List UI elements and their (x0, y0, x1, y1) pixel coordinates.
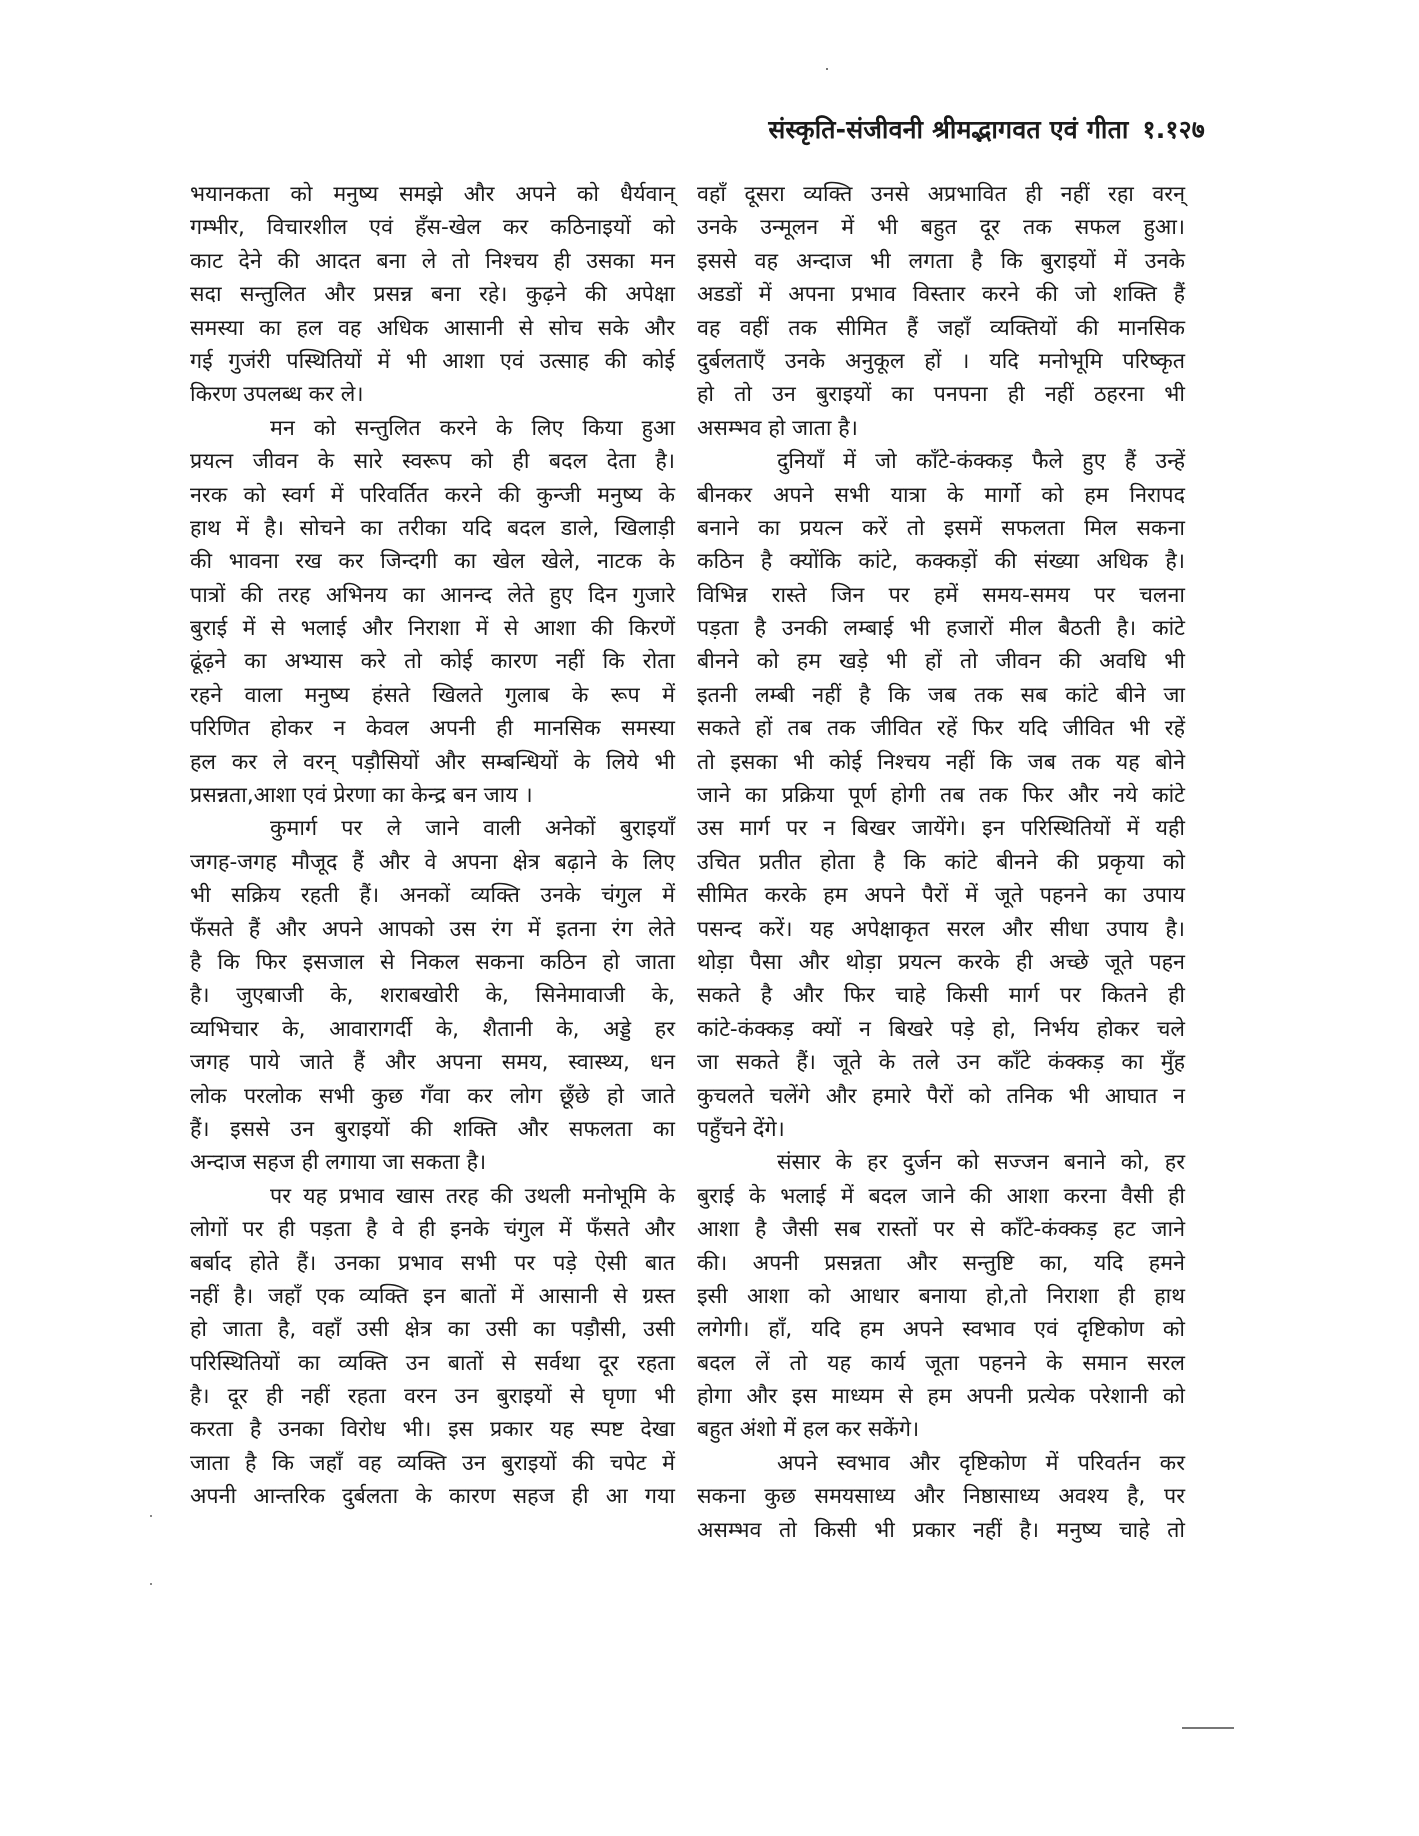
text-line: की। अपनी प्रसन्नता और सन्तुष्टि का, यदि हमने (697, 1250, 1185, 1276)
text-line: मन को सन्तुलित करने के लिए किया हुआ (270, 415, 675, 441)
text-line: बहुत अंशो में हल कर सकेंगे। (697, 1417, 920, 1443)
running-header (665, 112, 1205, 146)
text-line: आशा है जैसी सब रास्तों पर से काँटे-कंक्कड़ हट जाने (697, 1217, 1185, 1243)
text-line: प्रसन्नता,आशा एवं प्रेरणा का केन्द्र बन जाय । (190, 783, 533, 809)
scan-mark (150, 1583, 152, 1585)
text-line: पसन्द करें। यह अपेक्षाकृत सरल और सीधा उपाय है। (697, 916, 1185, 942)
text-line: हैं। इससे उन बुराइयों की शक्ति और सफलता का (190, 1116, 675, 1142)
text-line: ढूंढ़ने का अभ्यास करे तो कोई कारण नहीं कि रोता (190, 649, 675, 675)
text-line: रहने वाला मनुष्य हंसते खिलते गुलाब के रूप में (190, 682, 675, 708)
text-line: अन्दाज सहज ही लगाया जा सकता है। (190, 1150, 487, 1176)
text-line: जाता है कि जहाँ वह व्यक्ति उन बुराइयों की चपेट में (190, 1450, 675, 1476)
text-line: बुराई के भलाई में बदल जाने की आशा करना वैसी ही (697, 1183, 1185, 1209)
text-line: व्यभिचार के, आवारागर्दी के, शैतानी के, अड्डे हर (190, 1016, 675, 1042)
text-line: जा सकते हैं। जूते के तले उन काँटे कंक्कड़ का मुँह (697, 1050, 1185, 1076)
text-line: फँसते हैं और अपने आपको उस रंग में इतना रंग लेते (190, 916, 675, 942)
text-line: जगह पाये जाते हैं और अपना समय, स्वास्थ्य, धन (190, 1050, 675, 1076)
text-line: नहीं है। जहाँ एक व्यक्ति इन बातों में आसानी से ग्रस्त (190, 1283, 675, 1309)
text-line: सकते है और फिर चाहे किसी मार्ग पर कितने ही (697, 983, 1185, 1009)
text-line: हल कर ले वरन् पड़ौसियों और सम्बन्धियों के लिये भी (190, 749, 675, 775)
text-line: भयानकता को मनुष्य समझे और अपने को धैर्यवान् (190, 182, 675, 207)
text-line: दुनियाँ में जो काँटे-कंक्कड़ फैले हुए हैं उन्हें (777, 449, 1185, 475)
text-line: समस्या का हल वह अधिक आसानी से सोच सके और (190, 315, 675, 341)
text-line: संसार के हर दुर्जन को सज्जन बनाने को, हर (777, 1150, 1185, 1176)
text-line: काट देने की आदत बना ले तो निश्चय ही उसका मन (190, 248, 675, 274)
text-line: बीनकर अपने सभी यात्रा के मार्गो को हम निरापद (697, 482, 1185, 508)
text-line: की भावना रख कर जिन्दगी का खेल खेले, नाटक के (190, 549, 675, 575)
text-line: हाथ में है। सोचने का तरीका यदि बदल डाले, खिलाड़ी (190, 515, 675, 541)
text-line: पड़ता है उनकी लम्बाई भी हजारों मील बैठती है। कांटे (697, 616, 1185, 642)
text-line: उनके उन्मूलन में भी बहुत दूर तक सफल हुआ। (697, 215, 1185, 241)
text-line: जाने का प्रक्रिया पूर्ण होगी तब तक फिर और नये कांटे (697, 783, 1185, 809)
text-line: होगा और इस माध्यम से हम अपनी प्रत्येक परेशानी को (697, 1384, 1185, 1410)
text-line: कांटे-कंक्कड़ क्यों न बिखरे पड़े हो, निर्भय होकर चले (697, 1016, 1185, 1042)
text-line: लगेगी। हाँ, यदि हम अपने स्वभाव एवं दृष्टिकोण को (697, 1317, 1185, 1343)
right-column (697, 178, 1185, 1547)
text-line: कुमार्ग पर ले जाने वाली अनेकों बुराइयाँ (270, 816, 675, 842)
text-line: इससे वह अन्दाज भी लगता है कि बुराइयों में उनके (697, 248, 1185, 274)
text-line: अपने स्वभाव और दृष्टिकोण में परिवर्तन कर (777, 1450, 1185, 1476)
text-line: असम्भव हो जाता है। (697, 415, 858, 441)
text-line: सकते हों तब तक जीवित रहें फिर यदि जीवित भी रहें (697, 716, 1185, 742)
left-column (190, 178, 675, 1514)
text-line: अपनी आन्तरिक दुर्बलता के कारण सहज ही आ गया (190, 1484, 675, 1510)
scan-mark (150, 1515, 152, 1517)
text-line: लोक परलोक सभी कुछ गँवा कर लोग छूँछे हो जाते (190, 1083, 675, 1109)
text-line: परिणित होकर न केवल अपनी ही मानसिक समस्या (190, 716, 675, 742)
text-line: इतनी लम्बी नहीं है कि जब तक सब कांटे बीने जा (697, 682, 1185, 708)
text-line: करता है उनका विरोध भी। इस प्रकार यह स्पष्ट देखा (190, 1417, 675, 1443)
text-line: बदल लें तो यह कार्य जूता पहनने के समान सरल (697, 1350, 1185, 1376)
page-number: १.१२७ (1142, 115, 1205, 144)
text-line: तो इसका भी कोई निश्चय नहीं कि जब तक यह बोने (697, 749, 1185, 775)
text-line: उस मार्ग पर न बिखर जायेंगे। इन परिस्थितियों में यही (697, 816, 1185, 842)
scan-mark (826, 68, 828, 70)
text-line: नरक को स्वर्ग में परिवर्तित करने की कुन्जी मनुष्य के (190, 482, 675, 508)
text-line: भी सक्रिय रहती हैं। अनकों व्यक्ति उनके चंगुल में (190, 883, 675, 909)
text-line: है कि फिर इसजाल से निकल सकना कठिन हो जाता (190, 949, 675, 975)
text-line: है। दूर ही नहीं रहता वरन उन बुराइयों से घृणा भी (190, 1384, 675, 1410)
text-line: कुचलते चलेंगे और हमारे पैरों को तनिक भी आघात न (697, 1083, 1185, 1109)
text-line: पात्रों की तरह अभिनय का आनन्द लेते हुए दिन गुजारे (190, 582, 675, 608)
text-line: बनाने का प्रयत्न करें तो इसमें सफलता मिल सकना (697, 515, 1185, 541)
text-line: है। जुएबाजी के, शराबखोरी के, सिनेमावाजी के, (190, 983, 675, 1009)
text-line: वहाँ दूसरा व्यक्ति उनसे अप्रभावित ही नहीं रहा वरन् (697, 182, 1185, 207)
text-line: प्रयत्न जीवन के सारे स्वरूप को ही बदल देता है। (190, 449, 675, 475)
footer-rule (1182, 1727, 1234, 1729)
text-line: सीमित करके हम अपने पैरों में जूते पहनने का उपाय (697, 883, 1185, 909)
text-line: हो तो उन बुराइयों का पनपना ही नहीं ठहरना भी (697, 382, 1185, 408)
text-line: परिस्थितियों का व्यक्ति उन बातों से सर्वथा दूर रहता (190, 1350, 675, 1376)
text-line: सकना कुछ समयसाध्य और निष्ठासाध्य अवश्य है, पर (697, 1484, 1185, 1510)
text-line: बुराई में से भलाई और निराशा में से आशा की किरणें (190, 616, 675, 642)
text-line: कठिन है क्योंकि कांटे, कक्कड़ों की संख्या अधिक है। (697, 549, 1185, 575)
text-line: पर यह प्रभाव खास तरह की उथली मनोभूमि के (270, 1183, 675, 1209)
text-line: जगह-जगह मौजूद हैं और वे अपना क्षेत्र बढ़ाने के लिए (190, 849, 675, 875)
text-line: हो जाता है, वहाँ उसी क्षेत्र का उसी का पड़ौसी, उसी (190, 1317, 675, 1343)
text-line: विभिन्न रास्ते जिन पर हमें समय-समय पर चलना (697, 582, 1185, 608)
text-line: गम्भीर, विचारशील एवं हँस-खेल कर कठिनाइयों को (190, 215, 675, 241)
text-line: पहुँचने देंगे। (697, 1116, 785, 1142)
text-line: दुर्बलताएँ उनके अनुकूल हों । यदि मनोभूमि परिष्कृत (697, 348, 1185, 374)
text-line: किरण उपलब्ध कर ले। (190, 382, 364, 408)
header-title: संस्कृति-संजीवनी श्रीमद्भागवत एवं गीता (768, 115, 1129, 144)
text-line: असम्भव तो किसी भी प्रकार नहीं है। मनुष्य चाहे तो (697, 1517, 1185, 1543)
text-line: गई गुजंरी पस्थितियों में भी आशा एवं उत्साह की कोई (190, 348, 675, 374)
text-line: बीनने को हम खड़े भी हों तो जीवन की अवधि भी (697, 649, 1185, 675)
text-line: थोड़ा पैसा और थोड़ा प्रयत्न करके ही अच्छे जूते पहन (697, 949, 1185, 975)
text-line: सदा सन्तुलित और प्रसन्न बना रहे। कुढ़ने की अपेक्षा (190, 282, 675, 308)
text-line: वह वहीं तक सीमित हैं जहाँ व्यक्तियों की मानसिक (697, 315, 1185, 341)
text-line: लोगों पर ही पड़ता है वे ही इनके चंगुल में फँसते और (190, 1217, 675, 1243)
text-line: उचित प्रतीत होता है कि कांटे बीनने की प्रकृया को (697, 849, 1185, 875)
text-line: बर्बाद होते हैं। उनका प्रभाव सभी पर पड़े ऐसी बात (190, 1250, 675, 1276)
text-line: इसी आशा को आधार बनाया हो,तो निराशा ही हाथ (697, 1283, 1185, 1309)
text-line: अडडों में अपना प्रभाव विस्तार करने की जो शक्ति हैं (697, 282, 1185, 308)
